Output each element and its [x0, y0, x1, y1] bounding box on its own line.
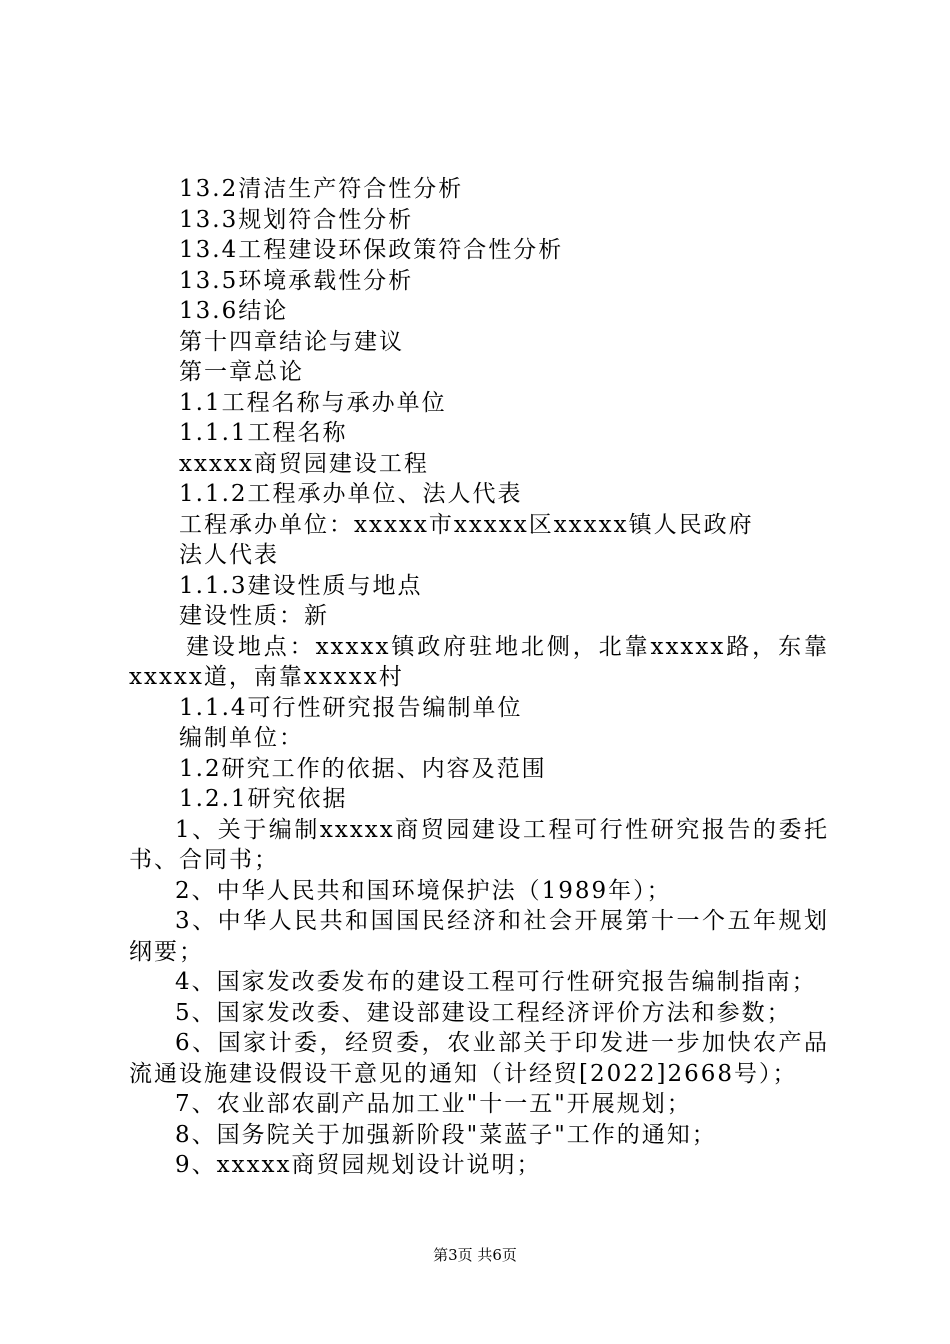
basis-item-4: 4、国家发改委发布的建设工程可行性研究报告编制指南；: [175, 969, 817, 995]
basis-item-5: 5、国家发改委、建设部建设工程经济评价方法和参数；: [175, 999, 792, 1026]
section-1-1-4-heading: 1.1.4可行性研究报告编制单位: [179, 694, 523, 721]
construction-nature-text: 建设性质：新: [179, 603, 329, 629]
toc-line-13-2: 13.2清洁生产符合性分析: [179, 176, 464, 202]
section-1-1-heading: 1.1工程名称与承办单位: [179, 389, 447, 416]
compiling-unit-text: 编制单位：: [179, 725, 304, 751]
page-number-footer: 第3页 共6页: [433, 1246, 517, 1264]
basis-item-9: 9、xxxxx商贸园规划设计说明；: [175, 1152, 542, 1178]
basis-item-2: 2、中华人民共和国环境保护法（1989年）；: [175, 877, 672, 904]
basis-item-6-continued: 流通设施建设假设干意见的通知（计经贸[2022]2668号）；: [129, 1060, 798, 1087]
toc-line-13-3: 13.3规划符合性分析: [179, 206, 414, 233]
chapter-1-heading: 第一章总论: [179, 359, 304, 385]
basis-item-3: 3、中华人民共和国国民经济和社会开展第十一个五年规划: [175, 908, 829, 934]
basis-item-7: 7、农业部农副产品加工业"十一五"开展规划；: [175, 1091, 692, 1117]
section-1-2-1-heading: 1.2.1研究依据: [179, 786, 348, 812]
basis-item-8: 8、国务院关于加强新阶段"菜蓝子"工作的通知；: [175, 1121, 717, 1148]
section-1-1-1-heading: 1.1.1工程名称: [179, 420, 348, 446]
project-name-text: xxxxx商贸园建设工程: [179, 450, 429, 477]
toc-line-13-5: 13.5环境承载性分析: [179, 267, 414, 294]
construction-location-text: 建设地点：xxxxx镇政府驻地北侧，北靠xxxxx路，东靠: [186, 633, 829, 660]
section-1-2-heading: 1.2研究工作的依据、内容及范围: [179, 755, 547, 782]
toc-line-chapter-14: 第十四章结论与建议: [179, 328, 404, 355]
toc-line-13-4: 13.4工程建设环保政策符合性分析: [179, 237, 564, 263]
basis-item-3-continued: 纲要；: [129, 938, 204, 965]
undertaking-unit-text: 工程承办单位：xxxxx市xxxxx区xxxxx镇人民政府: [179, 511, 754, 538]
section-1-1-2-heading: 1.1.2工程承办单位、法人代表: [179, 481, 523, 507]
section-1-1-3-heading: 1.1.3建设性质与地点: [179, 572, 423, 599]
document-body: [129, 174, 829, 1181]
basis-item-1-continued: 书、合同书；: [129, 847, 279, 873]
basis-item-1: 1、关于编制xxxxx商贸园建设工程可行性研究报告的委托: [175, 816, 829, 843]
legal-representative-text: 法人代表: [179, 542, 279, 568]
basis-item-6: 6、国家计委，经贸委，农业部关于印发进一步加快农产品: [175, 1030, 829, 1056]
construction-location-continued: xxxxx道，南靠xxxxx村: [129, 664, 404, 690]
toc-line-13-6: 13.6结论: [179, 298, 289, 324]
